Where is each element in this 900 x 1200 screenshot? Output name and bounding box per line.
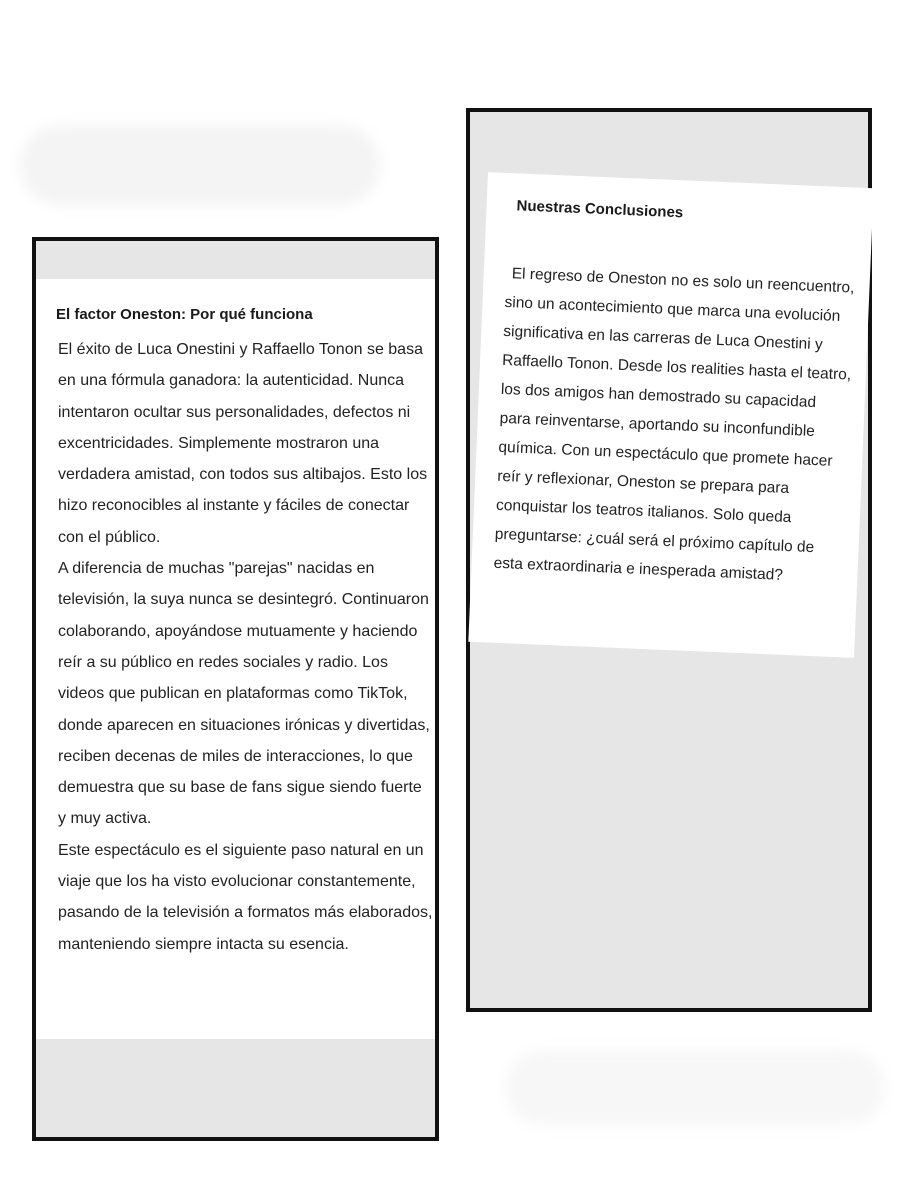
background-smudge (20, 125, 380, 205)
left-panel-heading: El factor Oneston: Por qué funciona (56, 306, 313, 323)
left-paragraph-1: El éxito de Luca Onestini y Raffaello Tonon se basa en una fórmula ganadora: la autenticidad. Nunca intentaron ocultar sus personalidades, defectos ni excentricidades. Simplemente mostraron una verdadera amistad, con todos sus altibajos. Esto los hizo reconocibles al instante y fáciles de conectar con el público. (58, 341, 428, 546)
background-smudge (505, 1050, 885, 1125)
left-panel-frame (32, 237, 439, 1141)
left-article-card (36, 279, 435, 1039)
right-article-card (468, 172, 873, 658)
left-panel-body (58, 334, 434, 960)
left-paragraph-3: Este espectáculo es el siguiente paso natural en un viaje que los ha visto evolucionar constantemente, pasando de la televisión a formatos más elaborados, manteniendo siempre intacta su esencia. (58, 841, 433, 953)
right-paragraph: El regreso de Oneston no es solo un reencuentro, sino un acontecimiento que marca una evolución significativa en las carreras de Luca Onestini y Raffaello Tonon. Desde los realities hasta el teatro, los dos amigos han demostrado su capacidad para reinventarse, aportando su inconfundible química. Con un espectáculo que promete hacer reír y reflexionar, Oneston se prepara para conquistar los teatros italianos. Solo queda preguntarse: ¿cuál será el próximo capítulo de esta extraordinaria e inesperada amistad? (493, 265, 855, 584)
right-panel-frame (466, 108, 872, 1012)
right-panel-heading: Nuestras Conclusiones (516, 197, 684, 222)
right-panel-body (493, 259, 856, 592)
left-paragraph-2: A diferencia de muchas "parejas" nacidas en televisión, la suya nunca se desintegró. Continuaron colaborando, apoyándose mutuamente y haciendo reír a su público en redes sociales y radio. Los videos que publican en plataformas como TikTok, donde aparecen en situaciones irónicas y divertidas, reciben decenas de miles de interacciones, lo que demuestra que su base de fans sigue siendo fuerte y muy activa. (58, 560, 430, 828)
